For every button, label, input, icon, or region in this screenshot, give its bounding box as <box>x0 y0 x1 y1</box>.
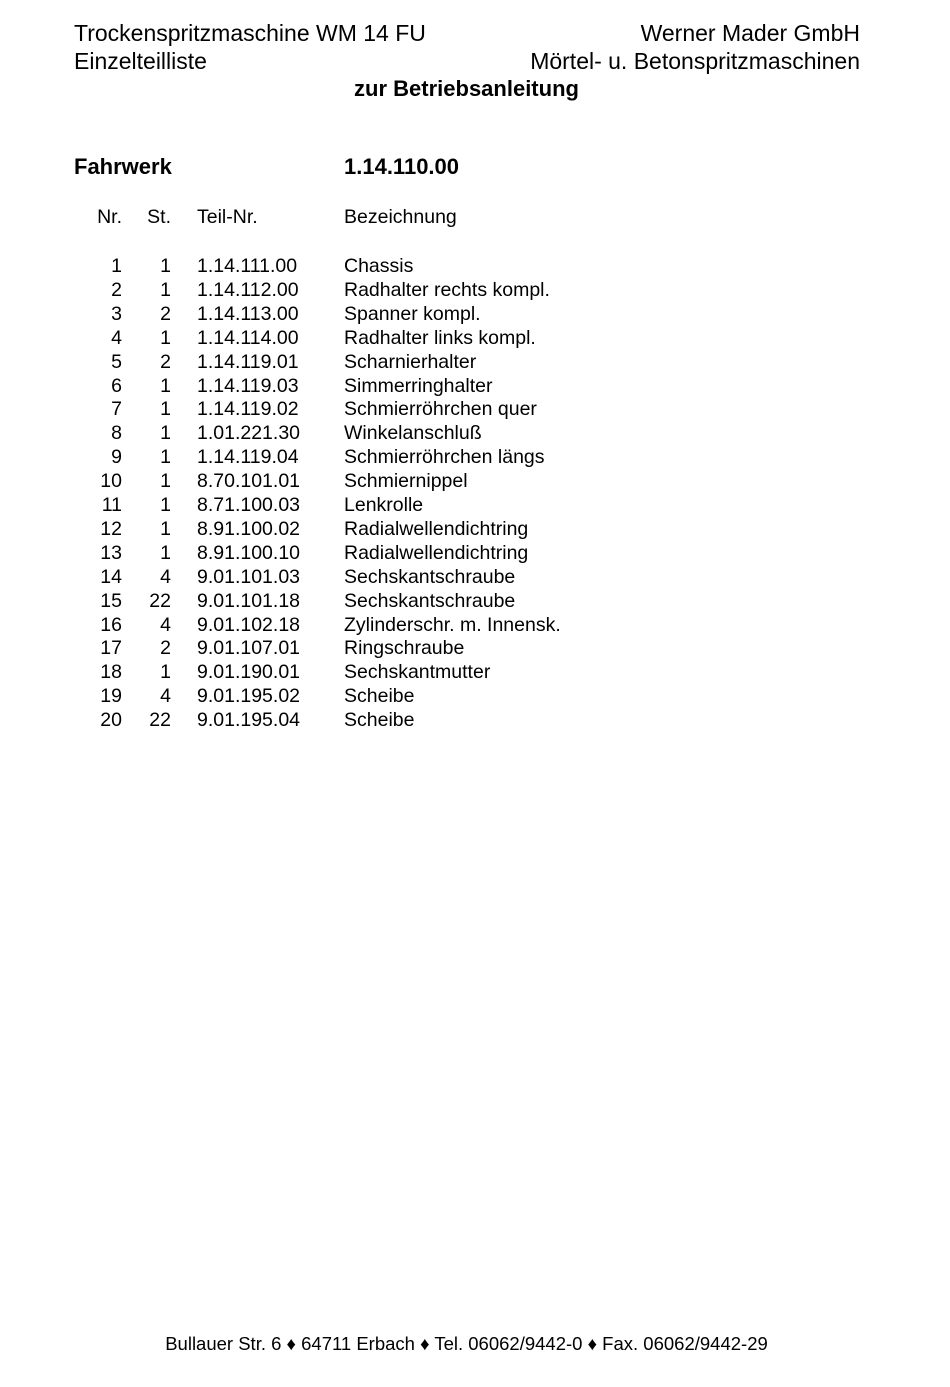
row-description: Scheibe <box>344 685 415 708</box>
row-part-number: 1.01.221.30 <box>197 422 301 445</box>
row-description: Sechskantschraube <box>344 565 516 588</box>
row-nr: 2 <box>111 278 122 301</box>
row-nr: 18 <box>100 661 122 684</box>
row-quantity: 1 <box>160 278 171 301</box>
row-part-number: 8.91.100.02 <box>197 517 301 540</box>
header-company-name: Werner Mader GmbH <box>640 20 860 46</box>
table-row <box>0 350 950 374</box>
footer-address: Bullauer Str. 6 ♦ 64711 Erbach ♦ Tel. 06062/9442-0 ♦ Fax. 06062/9442-29 <box>165 1333 768 1354</box>
row-quantity: 1 <box>160 541 171 564</box>
row-nr: 11 <box>101 494 122 516</box>
row-part-number: 9.01.107.01 <box>197 637 301 660</box>
row-quantity: 2 <box>160 350 171 373</box>
row-quantity: 1 <box>160 255 171 277</box>
row-quantity: 1 <box>160 326 171 349</box>
table-row <box>0 541 950 565</box>
row-quantity: 1 <box>160 374 171 397</box>
table-row <box>0 326 950 350</box>
row-nr: 6 <box>111 374 122 397</box>
row-quantity: 1 <box>160 517 171 540</box>
row-part-number: 1.14.119.02 <box>197 398 299 421</box>
row-quantity: 1 <box>160 661 171 684</box>
row-nr: 4 <box>111 326 122 349</box>
row-part-number: 1.14.112.00 <box>197 278 299 301</box>
header-document-type: Einzelteilliste <box>74 48 207 74</box>
table-row <box>0 374 950 398</box>
table-row <box>0 589 950 613</box>
section-number: 1.14.110.00 <box>344 154 460 179</box>
row-description: Schmierröhrchen quer <box>344 398 537 421</box>
table-row <box>0 445 950 469</box>
row-description: Lenkrolle <box>344 494 424 516</box>
table-row <box>0 517 950 541</box>
column-header-teil-nr: Teil-Nr. <box>197 206 258 228</box>
row-part-number: 9.01.101.18 <box>197 589 301 612</box>
row-quantity: 1 <box>160 398 171 421</box>
table-row <box>0 708 950 732</box>
table-row <box>0 636 950 660</box>
table-row <box>0 397 950 421</box>
row-description: Radhalter rechts kompl. <box>344 278 550 301</box>
row-nr: 10 <box>100 470 122 493</box>
table-row <box>0 684 950 708</box>
row-part-number: 1.14.119.04 <box>197 446 299 469</box>
row-part-number: 9.01.101.03 <box>197 565 301 588</box>
row-part-number: 8.71.100.03 <box>197 494 301 516</box>
table-row <box>0 254 950 278</box>
header-company-tagline: Mörtel- u. Betonspritzmaschinen <box>530 48 860 74</box>
row-nr: 1 <box>111 255 122 277</box>
row-nr: 13 <box>100 541 122 564</box>
row-part-number: 8.91.100.10 <box>197 541 301 564</box>
row-part-number: 8.70.101.01 <box>197 470 301 493</box>
row-quantity: 1 <box>160 470 171 493</box>
table-row <box>0 469 950 493</box>
header-product-title: Trockenspritzmaschine WM 14 FU <box>74 20 426 46</box>
row-quantity: 2 <box>160 637 171 660</box>
row-description: Winkelanschluß <box>344 422 482 445</box>
row-quantity: 1 <box>160 494 171 516</box>
row-nr: 7 <box>111 398 122 421</box>
row-nr: 16 <box>100 613 122 636</box>
section-title: Fahrwerk <box>74 154 172 179</box>
row-nr: 17 <box>100 637 122 660</box>
row-nr: 12 <box>100 517 122 540</box>
row-description: Scheibe <box>344 709 415 732</box>
table-row <box>0 278 950 302</box>
row-part-number: 9.01.195.02 <box>197 685 301 708</box>
row-quantity: 4 <box>160 613 171 636</box>
table-row <box>0 421 950 445</box>
row-part-number: 9.01.190.01 <box>197 661 301 684</box>
row-nr: 8 <box>111 422 122 445</box>
row-description: Ringschraube <box>344 637 465 660</box>
row-quantity: 4 <box>160 565 171 588</box>
table-row <box>0 565 950 589</box>
column-header-st: St. <box>147 206 171 228</box>
row-description: Sechskantmutter <box>344 661 491 684</box>
table-row <box>0 613 950 637</box>
row-nr: 14 <box>100 565 122 588</box>
row-part-number: 9.01.102.18 <box>197 613 301 636</box>
row-quantity: 1 <box>160 422 171 445</box>
row-nr: 15 <box>100 589 122 612</box>
row-description: Radialwellendichtring <box>344 517 529 540</box>
row-quantity: 4 <box>160 685 171 708</box>
table-header <box>0 205 950 229</box>
row-quantity: 22 <box>149 709 171 732</box>
row-quantity: 2 <box>160 302 171 325</box>
row-description: Radialwellendichtring <box>344 541 529 564</box>
row-part-number: 1.14.113.00 <box>197 302 299 325</box>
column-header-bezeichnung: Bezeichnung <box>344 206 457 228</box>
row-nr: 19 <box>100 685 122 708</box>
row-quantity: 1 <box>160 446 171 469</box>
table-row <box>0 493 950 517</box>
table-row <box>0 302 950 326</box>
row-quantity: 22 <box>149 589 171 612</box>
row-description: Zylinderschr. m. Innensk. <box>344 613 561 636</box>
row-nr: 20 <box>100 709 122 732</box>
row-description: Simmerringhalter <box>344 374 493 397</box>
row-description: Schmiernippel <box>344 470 468 493</box>
row-nr: 3 <box>111 302 122 325</box>
row-part-number: 1.14.114.00 <box>197 326 299 349</box>
row-description: Schmierröhrchen längs <box>344 446 545 469</box>
row-part-number: 9.01.195.04 <box>197 709 301 732</box>
column-header-nr: Nr. <box>97 206 122 228</box>
header-subtitle: zur Betriebsanleitung <box>354 76 579 101</box>
row-description: Sechskantschraube <box>344 589 516 612</box>
row-description: Spanner kompl. <box>344 302 481 325</box>
row-description: Scharnierhalter <box>344 350 477 373</box>
row-nr: 5 <box>111 350 122 373</box>
row-part-number: 1.14.119.03 <box>197 374 299 397</box>
table-row <box>0 660 950 684</box>
row-nr: 9 <box>111 446 122 469</box>
row-part-number: 1.14.119.01 <box>197 350 299 373</box>
row-part-number: 1.14.111.00 <box>197 255 298 277</box>
row-description: Chassis <box>344 255 414 277</box>
row-description: Radhalter links kompl. <box>344 326 536 349</box>
